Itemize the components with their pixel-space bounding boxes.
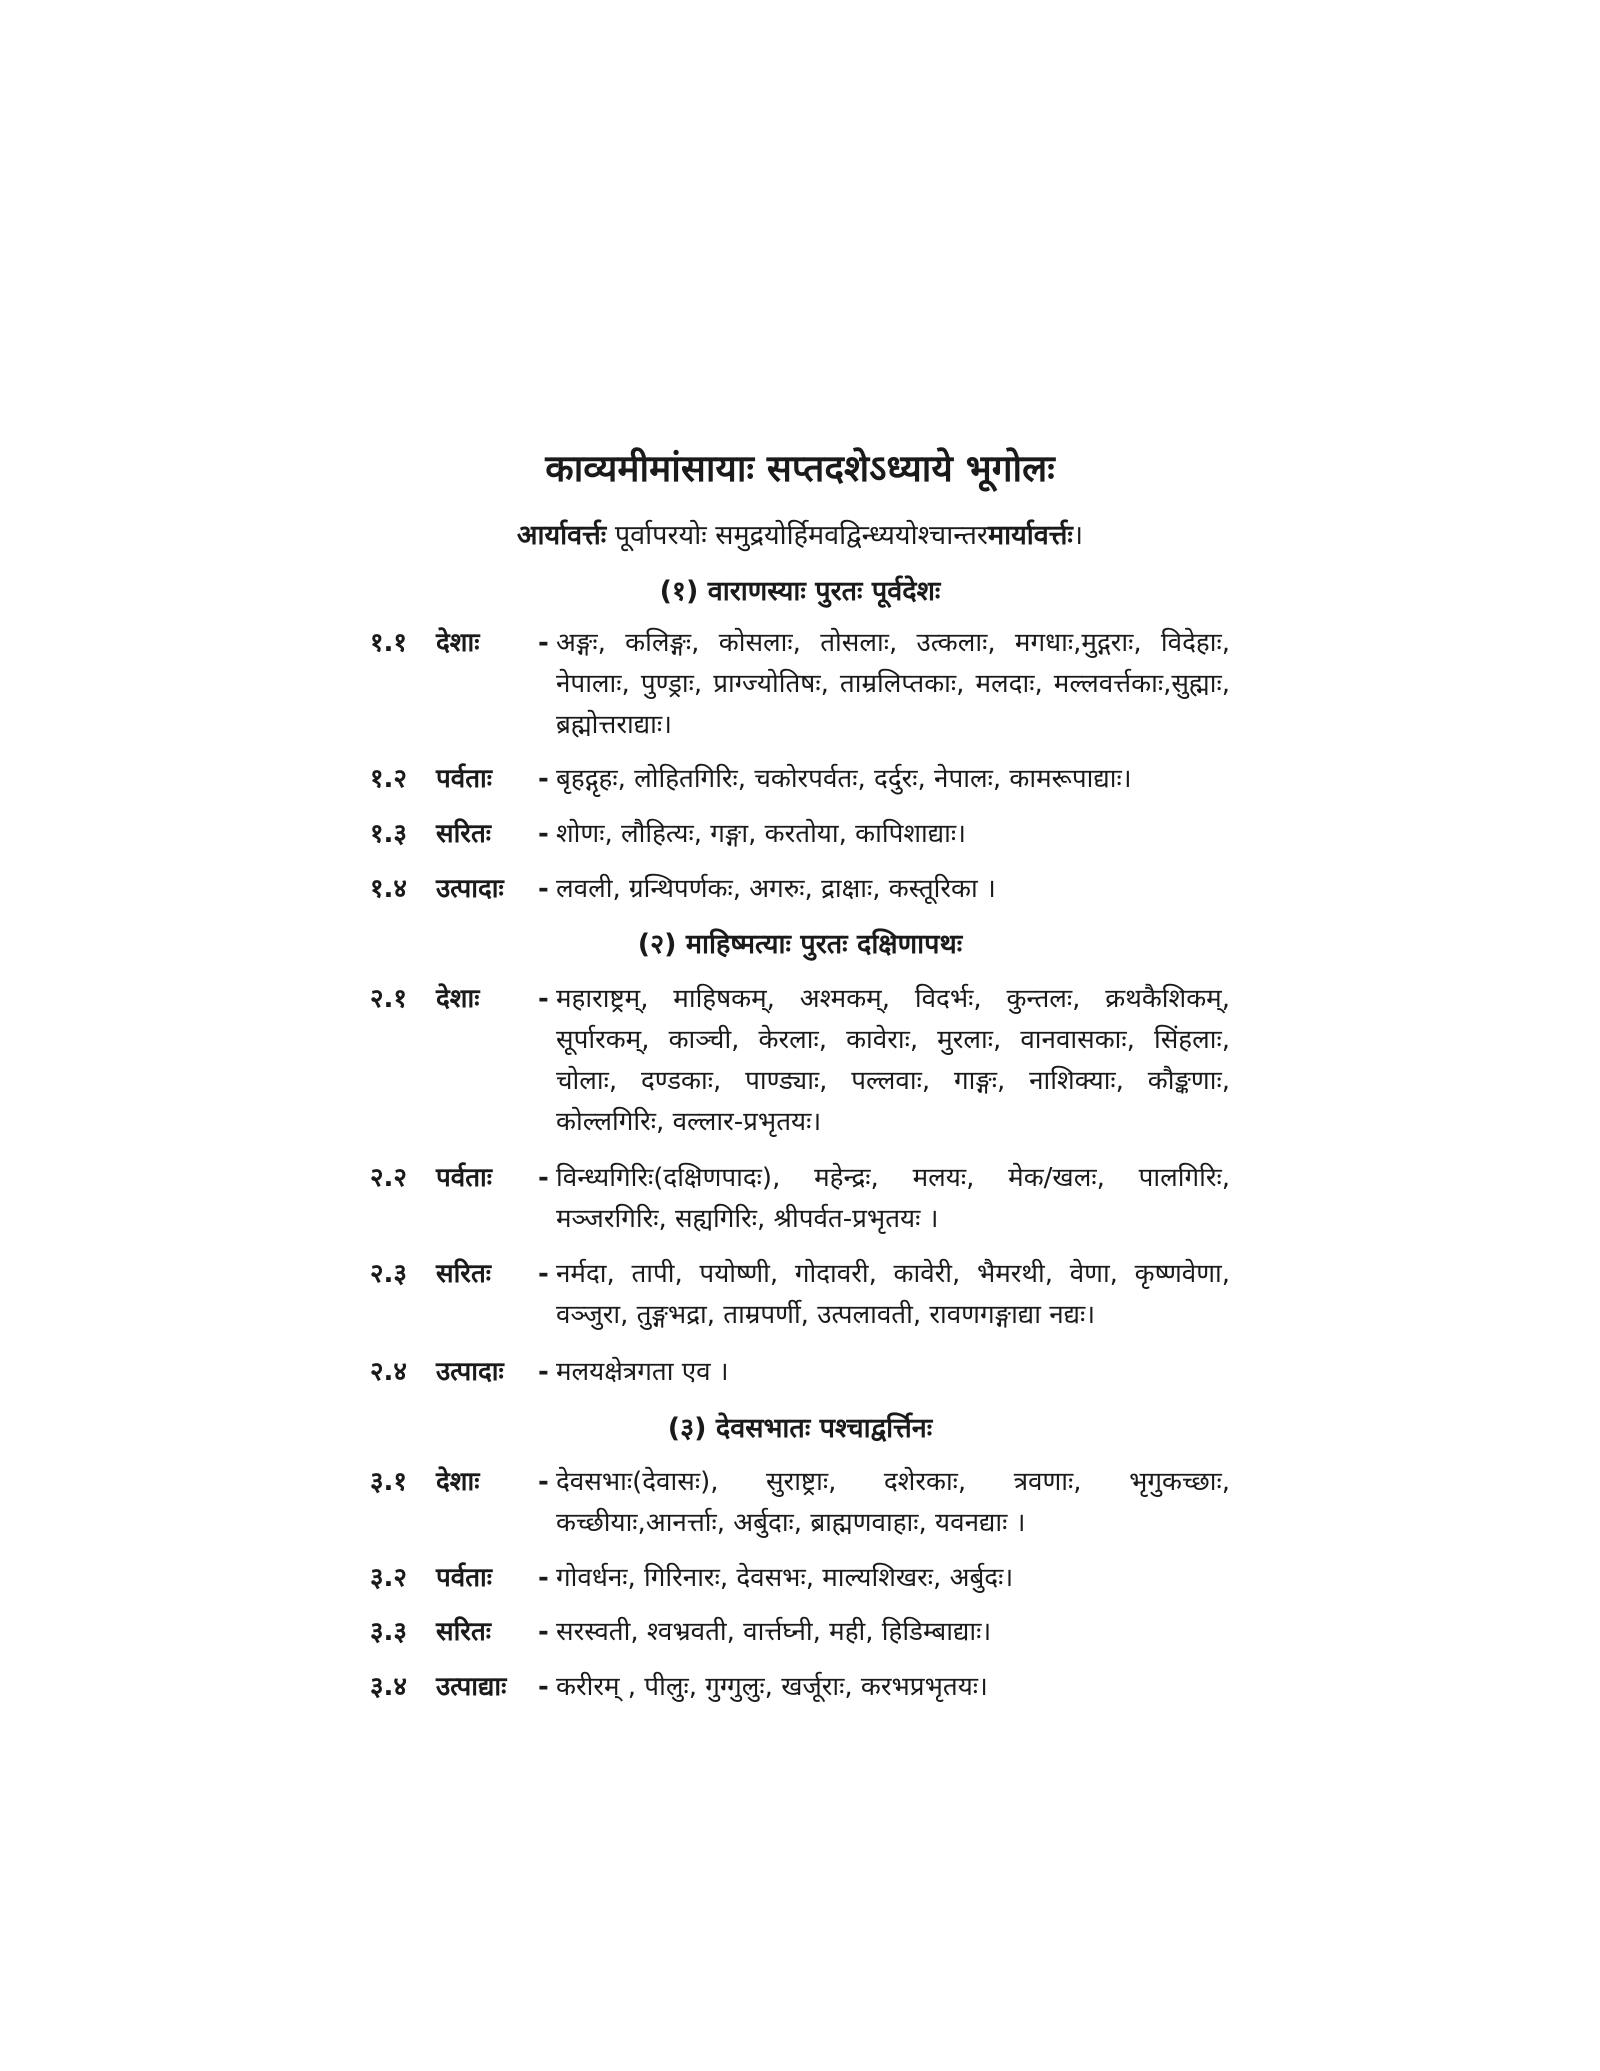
entry-text: करीरम् , पीलुः, गुग्गुलुः, खर्जूराः, करभप्रभृतयः।: [556, 1672, 988, 1702]
entry-dash: -: [538, 628, 549, 658]
entry-label: उत्पाद्याः: [436, 1672, 507, 1702]
section-heading-3: (३) देवसभातः पश्चाद्वर्त्तिनः: [667, 1413, 933, 1444]
entry-number: २.१: [370, 984, 407, 1014]
entry-number: २.३: [370, 1259, 407, 1289]
entry-3-4: [370, 1667, 1230, 1708]
entry-dash: -: [538, 984, 549, 1014]
entry-2-1: [370, 979, 1230, 1143]
entry-dash: -: [538, 874, 549, 904]
entry-number: २.२: [370, 1163, 407, 1193]
entry-number: १.४: [370, 874, 407, 904]
entry-label: देशाः: [436, 628, 480, 658]
entry-1-3: [370, 814, 1230, 855]
entry-1-2: [370, 759, 1230, 800]
entry-dash: -: [538, 819, 549, 849]
entry-label: सरितः: [436, 1617, 492, 1647]
entry-3-2: [370, 1558, 1230, 1599]
entry-label: देशाः: [436, 984, 480, 1014]
entry-dash: -: [538, 1467, 549, 1497]
entry-number: ३.३: [370, 1617, 407, 1647]
entry-3-3: [370, 1612, 1230, 1653]
entry-text: विन्ध्यगिरिः(दक्षिणपादः), महेन्द्रः, मलयः, मेक/खलः, पालगिरिः, मञ्जरगिरिः, सह्यगिरिः, श्रीपर्वत-प्रभृतयः ।: [556, 1163, 1230, 1234]
entry-text: सरस्वती, श्वभ्रवती, वार्त्तघ्नी, मही, हिडिम्बाद्याः।: [556, 1617, 992, 1647]
entry-dash: -: [538, 1672, 549, 1702]
section-heading-1: (१) वाराणस्याः पुरतः पूर्वदेशः: [659, 576, 941, 607]
entry-number: ३.१: [370, 1467, 407, 1497]
entry-2-4: [370, 1352, 1230, 1393]
entry-dash: -: [538, 1563, 549, 1593]
entry-text: शोणः, लौहित्यः, गङ्गा, करतोया, कापिशाद्याः।: [556, 819, 966, 849]
entry-number: ३.२: [370, 1563, 407, 1593]
entry-label: पर्वताः: [436, 764, 493, 794]
entry-2-2: [370, 1158, 1230, 1240]
entry-label: उत्पादाः: [436, 874, 504, 904]
entry-label: देशाः: [436, 1467, 480, 1497]
entry-text: मलयक्षेत्रगता एव ।: [556, 1357, 729, 1387]
entry-text: देवसभाः(देवासः), सुराष्ट्राः, दशेरकाः, त्रवणाः, भृगुकच्छाः, कच्छीयाः,आनर्त्ताः, अर्बुदाः, ब्राह्मणवाहाः, यवनद्याः ।: [556, 1467, 1230, 1538]
entry-text: अङ्गः, कलिङ्गः, कोसलाः, तोसलाः, उत्कलाः, मगधाः,मुद्गराः, विदेहाः, नेपालाः, पुण्ड्राः, प्राग्ज्योतिषः, ताम्रलिप्तकाः, मलदाः, मल्लवर्त्तकाः,सुह्माः, ब्रह्मोत्तराद्याः।: [556, 628, 1230, 740]
entry-text: बृहद्गृहः, लोहितगिरिः, चकोरपर्वतः, दर्दुरः, नेपालः, कामरूपाद्याः।: [556, 764, 1132, 794]
intro-term: आर्यावर्त्तः: [516, 520, 607, 551]
entry-dash: -: [538, 1163, 549, 1193]
entry-text: नर्मदा, तापी, पयोष्णी, गोदावरी, कावेरी, भैमरथी, वेणा, कृष्णवेणा, वञ्जुरा, तुङ्गभद्रा, ताम्रपर्णी, उत्पलावती, रावणगङ्गाद्या नद्यः।: [556, 1259, 1230, 1330]
entry-number: १.३: [370, 819, 407, 849]
intro-text: पूर्वापरयोः समुद्रयोर्हिमवद्विन्ध्ययोश्चान्तर: [606, 520, 988, 551]
entry-text: लवली, ग्रन्थिपर्णकः, अगरुः, द्राक्षाः, कस्तूरिका ।: [556, 874, 996, 904]
entry-dash: -: [538, 764, 549, 794]
section-heading-2: (२) माहिष्मत्याः पुरतः दक्षिणापथः: [637, 929, 963, 960]
page-title: काव्यमीमांसायाः सप्तदशेऽध्याये भूगोलः: [545, 447, 1055, 490]
entry-3-1: [370, 1462, 1230, 1544]
intro-line: [0, 515, 1600, 557]
entry-label: सरितः: [436, 1259, 492, 1289]
entry-2-3: [370, 1254, 1230, 1336]
entry-dash: -: [538, 1357, 549, 1387]
entry-label: सरितः: [436, 819, 492, 849]
entry-label: पर्वताः: [436, 1563, 493, 1593]
entry-dash: -: [538, 1259, 549, 1289]
entry-label: पर्वताः: [436, 1163, 493, 1193]
entry-text: महाराष्ट्रम्, माहिषकम्, अश्मकम्, विदर्भः, कुन्तलः, क्रथकैशिकम्, सूर्पारकम्, काञ्ची, केरलाः, कावेराः, मुरलाः, वानवासकाः, सिंहलाः, चोलाः, दण्डकाः, पाण्ड्याः, पल्लवाः, गाङ्गः, नाशिक्याः, कौङ्कणाः, कोल्लगिरिः, वल्लार-प्रभृतयः।: [556, 984, 1230, 1137]
entry-text: गोवर्धनः, गिरिनारः, देवसभः, माल्यशिखरः, अर्बुदः।: [556, 1563, 1014, 1593]
entry-label: उत्पादाः: [436, 1357, 504, 1387]
entry-number: १.२: [370, 764, 407, 794]
entry-number: २.४: [370, 1357, 407, 1387]
intro-term2: मार्यावर्त्तः: [987, 520, 1073, 551]
entry-1-4: [370, 869, 1230, 910]
entry-number: ३.४: [370, 1672, 407, 1702]
intro-end: ।: [1072, 520, 1084, 551]
entry-1-1: [370, 623, 1230, 746]
entry-dash: -: [538, 1617, 549, 1647]
entry-number: १.१: [370, 628, 407, 658]
